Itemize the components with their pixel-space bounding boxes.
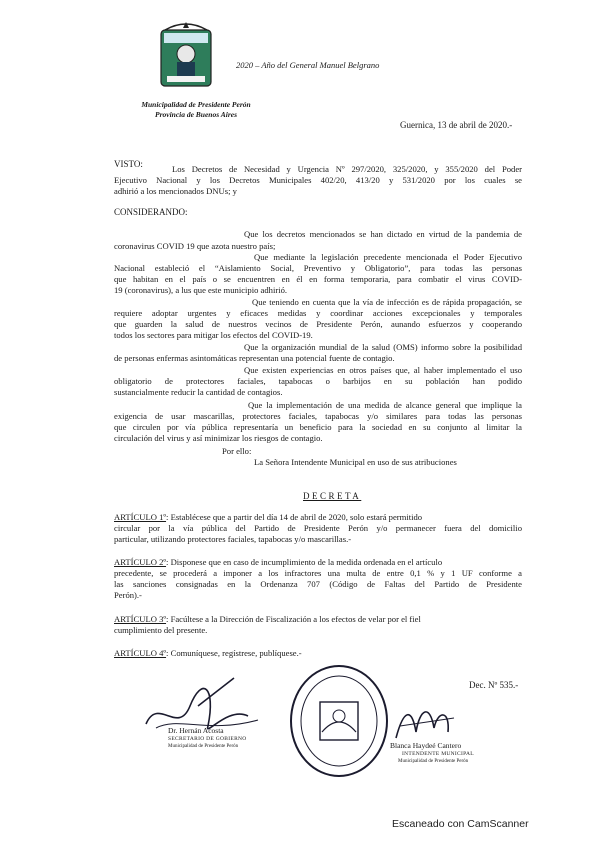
considerando-line: Que mediante la legislación precedente mencionada el Poder Ejecutivo <box>254 252 522 262</box>
considerando-line: sustancialmente reducir la cantidad de contagios. <box>114 387 283 397</box>
article-text: : Establécese que a partir del día 14 de abril de 2020, solo estará permitido <box>166 512 423 522</box>
considerando-line: que habitan en el país o se encuentren en él en forma temporaria, para combatir el virus COVID- <box>114 274 522 284</box>
article-line: particular, utilizando protectores faciales, tapabocas y/o mascarillas.- <box>114 534 352 544</box>
signatory-left-title: SECRETARIO DE GOBIERNO <box>168 736 247 742</box>
signatory-left-sub: Municipalidad de Presidente Perón <box>168 744 239 749</box>
signature-right-image <box>390 698 460 746</box>
visto-line: Ejecutivo Nacional y los Decretos Municipales 402/20, 413/20 y 531/2020 por los cuales se <box>114 175 522 185</box>
considerando-line: La Señora Intendente Municipal en uso de sus atribuciones <box>254 457 457 467</box>
considerando-line: Que la implementación de una medida de alcance general que implique la <box>248 400 522 410</box>
signatory-right-title: INTENDENTE MUNICIPAL <box>402 751 474 757</box>
article-text: : Disponese que en caso de incumplimiento de la medida ordenada en el artículo <box>166 557 443 567</box>
considerando-line: Nacional estableció el “Aislamiento Social, Preventivo y Obligatorio”, para todas las personas <box>114 263 522 273</box>
article-label: ARTÍCULO 4º <box>114 648 167 658</box>
considerando-line: Que los decretos mencionados se han dictado en virtud de la pandemia de <box>244 229 522 239</box>
considerando-line: Que existen experiencias en otros países que, al haber implementado el uso <box>244 365 522 375</box>
considerando-line: coronavirus COVID 19 que azota nuestro país; <box>114 241 276 251</box>
considerando-line: que guarden la salud de nuestros vecinos de Presidente Perón, aunando esfuerzos y cooperando <box>114 319 522 329</box>
visto-line: adhirió a los mencionados DNUs; y <box>114 186 237 196</box>
considerando-line: Que la organización mundial de la salud (OMS) informo sobre la posibilidad <box>244 342 522 352</box>
article-label: ARTÍCULO 1º <box>114 512 167 522</box>
decree-number: Dec. Nº 535.- <box>469 680 519 690</box>
province-name: Provincia de Buenos Aires <box>154 110 238 119</box>
visto-heading: VISTO: <box>114 159 143 169</box>
article-4-first-line <box>114 648 302 659</box>
considerando-heading: CONSIDERANDO: <box>114 207 188 217</box>
considerando-line: requiere adoptar urgentes y eficaces medidas y coordinar acciones excepcionales y temporales <box>114 308 522 318</box>
article-line: precedente, se procederá a imponer a los infractores una multa de entre 0,1 % y 1 UF conforme a <box>114 568 522 578</box>
place-date: Guernica, 13 de abril de 2020.- <box>400 120 513 130</box>
considerando-line: Por ello: <box>222 446 252 456</box>
municipality-name: Municipalidad de Presidente Perón <box>141 100 251 109</box>
signatory-left-name: Dr. Hernán Acosta <box>168 726 224 735</box>
article-text: : Facúltese a la Dirección de Fiscalización a los efectos de velar por el fiel <box>166 614 421 624</box>
article-2-first-line <box>114 557 442 568</box>
considerando-line: de personas enfermas asintomáticas representan una potencial fuente de contagio. <box>114 353 395 363</box>
considerando-line: circulación del virus y así minimizar los riesgos de contagio. <box>114 433 323 443</box>
considerando-line: que circulen por vía pública representaría un beneficio para la sociedad en su conjunto al limitar la <box>114 422 522 432</box>
article-line: cumplimiento del presente. <box>114 625 208 635</box>
article-label: ARTÍCULO 3º <box>114 614 167 624</box>
signatory-right-name: Blanca Haydeé Cantero <box>390 741 462 750</box>
considerando-line: Que teniendo en cuenta que la vía de infección es de rápida propagación, se <box>252 297 522 307</box>
article-line: circular por la vía pública del Partido de Presidente Perón y/o permanecer fuera del domicilio <box>114 523 522 533</box>
considerando-line: todos los sectores para mitigar los efectos del COVID-19. <box>114 330 313 340</box>
article-text: : Comuníquese, regístrese, publíquese.- <box>166 648 302 658</box>
considerando-line: 19 (coronavirus), a lus que este municipio adhirió. <box>114 285 288 295</box>
article-3-first-line <box>114 614 421 625</box>
municipal-logo <box>157 20 215 92</box>
visto-line: Los Decretos de Necesidad y Urgencia Nº 297/2020, 325/2020, y 355/2020 del Poder <box>172 164 522 174</box>
considerando-line: obligatorio de protectores faciales, tapabocas o barbijos en su población han podido <box>114 376 522 386</box>
article-line: Perón).- <box>114 590 142 600</box>
signatory-right-sub: Municipalidad de Presidente Perón <box>398 759 469 764</box>
article-1-first-line <box>114 512 422 523</box>
article-line: las sanciones consignadas en la Ordenanza 707 (Código de Faltas del Partido de Presidente <box>114 579 522 589</box>
article-label: ARTÍCULO 2º <box>114 557 167 567</box>
scanner-watermark: Escaneado con CamScanner <box>392 818 529 830</box>
considerando-line: exigencia de usar mascarillas, protectores faciales, tapabocas y/o similares para todas las personas <box>114 411 522 421</box>
year-motto: 2020 – Año del General Manuel Belgrano <box>236 60 380 70</box>
decreta-heading: DECRETA <box>303 491 362 501</box>
municipal-seal-stamp <box>280 662 398 780</box>
